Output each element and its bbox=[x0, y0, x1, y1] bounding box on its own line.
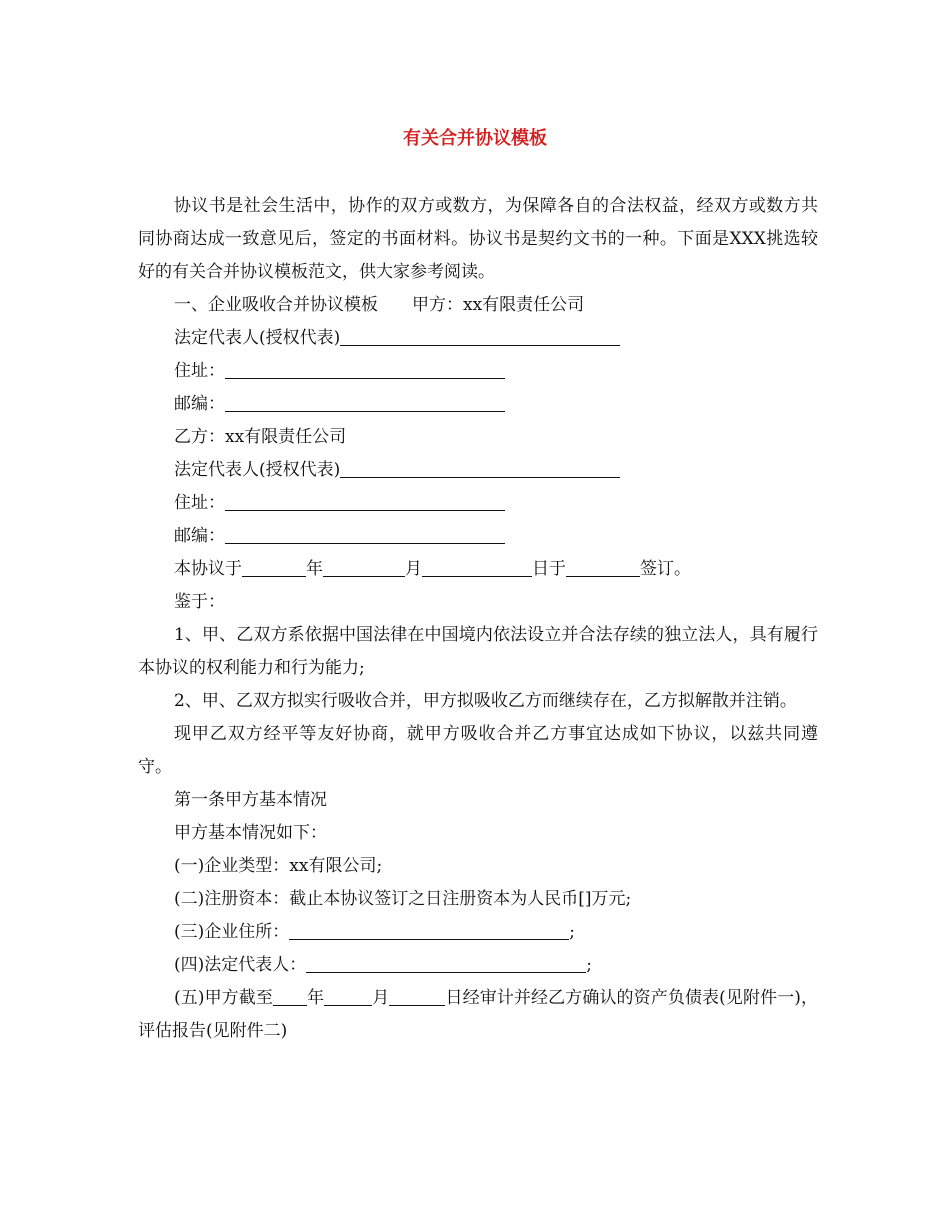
address-label: 住址： bbox=[174, 361, 225, 381]
item-3-line bbox=[138, 916, 818, 949]
article-1-title: 第一条甲方基本情况 bbox=[174, 790, 327, 810]
party-a-address-line bbox=[138, 355, 818, 388]
legal-rep-label: 法定代表人(授权代表) bbox=[174, 328, 341, 348]
item-4-label: (四)法定代表人： bbox=[174, 955, 307, 975]
legal-rep-label: 法定代表人(授权代表) bbox=[174, 460, 341, 480]
item-5 bbox=[138, 982, 818, 1048]
blank-day bbox=[422, 575, 532, 577]
item-4-line bbox=[138, 949, 818, 982]
clause-2: 2、甲、乙双方拟实行吸收合并，甲方拟吸收乙方而继续存在，乙方拟解散并注销。 bbox=[174, 691, 797, 711]
address-label: 住址： bbox=[174, 493, 225, 513]
party-a-postcode-line bbox=[138, 388, 818, 421]
item-1: (一)企业类型：xx有限公司; bbox=[174, 856, 383, 876]
item-5-rest: 日经审计并经乙方确认的资产负债表(见附件一)，评估报告(见附件二) bbox=[138, 988, 819, 1041]
postcode-label: 邮编： bbox=[174, 394, 225, 414]
blank-line bbox=[340, 476, 620, 478]
section-heading-line bbox=[138, 289, 818, 322]
item-end: ; bbox=[586, 955, 592, 975]
signing-suffix: 签订。 bbox=[640, 559, 691, 579]
document-title: 有关合并协议模板 bbox=[403, 128, 547, 149]
item-5-prefix: (五)甲方截至 bbox=[174, 988, 273, 1008]
item-end: ; bbox=[569, 922, 575, 942]
article-1-intro: 甲方基本情况如下： bbox=[174, 823, 327, 843]
party-b: 乙方：xx有限责任公司 bbox=[174, 427, 347, 447]
blank-day bbox=[389, 1004, 445, 1006]
blank-line bbox=[289, 938, 569, 940]
blank-year bbox=[242, 575, 306, 577]
postcode-label: 邮编： bbox=[174, 526, 225, 546]
item-5-year: 年 bbox=[306, 988, 325, 1008]
party-a-legal-rep-line bbox=[138, 322, 818, 355]
item-2: (二)注册资本：截止本协议签订之日注册资本为人民币[]万元; bbox=[174, 889, 632, 909]
blank-line bbox=[225, 509, 505, 511]
blank-month bbox=[324, 1004, 372, 1006]
blank-line bbox=[225, 542, 505, 544]
party-a: 甲方：xx有限责任公司 bbox=[412, 295, 585, 315]
party-b-address-line bbox=[138, 487, 818, 520]
signing-month: 月 bbox=[405, 559, 422, 579]
blank-line bbox=[225, 377, 505, 379]
signing-line bbox=[138, 553, 818, 586]
blank-line bbox=[225, 410, 505, 412]
signing-year: 年 bbox=[306, 559, 323, 579]
blank-month bbox=[323, 575, 405, 577]
blank-line bbox=[306, 971, 586, 973]
party-b-postcode-line bbox=[138, 520, 818, 553]
section-heading: 一、企业吸收合并协议模板 bbox=[174, 295, 378, 315]
clause-1: 1、甲、乙双方系依据中国法律在中国境内依法设立并合法存续的独立法人，具有履行本协议的权利能力和行为能力; bbox=[138, 625, 818, 678]
item-5-month: 月 bbox=[372, 988, 390, 1008]
intro-paragraph: 协议书是社会生活中，协作的双方或数方，为保障各自的合法权益，经双方或数方共同协商达成一致意见后，签定的书面材料。协议书是契约文书的一种。下面是XXX挑选较好的有关合并协议模板范文，供大家参考阅读。 bbox=[138, 196, 818, 282]
consensus-paragraph: 现甲乙双方经平等友好协商，就甲方吸收合并乙方事宜达成如下协议，以兹共同遵守。 bbox=[138, 724, 818, 777]
blank-year bbox=[273, 1004, 307, 1006]
item-3-label: (三)企业住所： bbox=[174, 922, 290, 942]
party-b-legal-rep-line bbox=[138, 454, 818, 487]
whereas: 鉴于： bbox=[174, 592, 225, 612]
document-body bbox=[138, 190, 818, 1048]
blank-place bbox=[566, 575, 640, 577]
signing-day: 日于 bbox=[532, 559, 566, 579]
blank-line bbox=[340, 344, 620, 346]
signing-prefix: 本协议于 bbox=[174, 559, 242, 579]
